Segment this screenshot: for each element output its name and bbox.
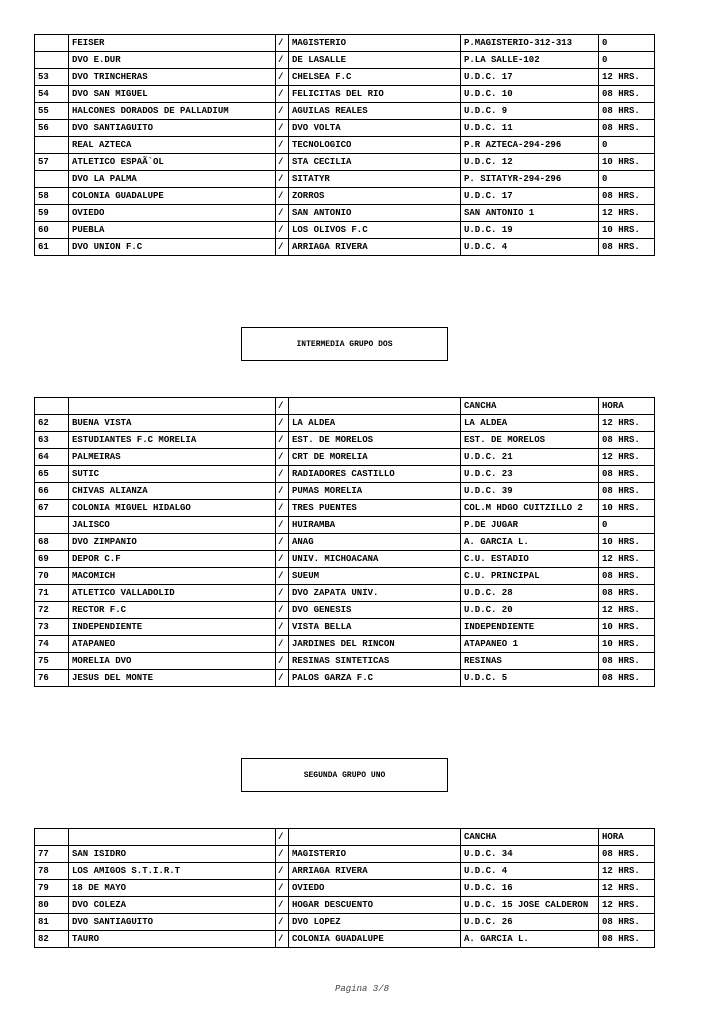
home-team-cell: MORELIA DVO xyxy=(69,653,276,670)
away-team-cell: PUMAS MORELIA xyxy=(289,483,461,500)
field-cell: U.D.C. 39 xyxy=(461,483,599,500)
home-team-cell: LOS AMIGOS S.T.I.R.T xyxy=(69,863,276,880)
match-number-cell: 71 xyxy=(35,585,69,602)
separator-cell: / xyxy=(276,35,289,52)
field-cell: INDEPENDIENTE xyxy=(461,619,599,636)
schedule-table-3 xyxy=(34,828,655,948)
table-row xyxy=(35,619,655,636)
time-cell: 12 HRS. xyxy=(599,897,655,914)
table-row xyxy=(35,636,655,653)
match-number-cell: 59 xyxy=(35,205,69,222)
field-cell: U.D.C. 15 JOSE CALDERON xyxy=(461,897,599,914)
separator-cell: / xyxy=(276,222,289,239)
match-number-cell xyxy=(35,829,69,846)
time-cell: 08 HRS. xyxy=(599,432,655,449)
time-cell: 12 HRS. xyxy=(599,880,655,897)
time-cell: 08 HRS. xyxy=(599,653,655,670)
field-cell: U.D.C. 4 xyxy=(461,239,599,256)
match-number-cell: 61 xyxy=(35,239,69,256)
away-team-cell: LA ALDEA xyxy=(289,415,461,432)
match-number-cell xyxy=(35,52,69,69)
time-cell: 10 HRS. xyxy=(599,222,655,239)
table-row xyxy=(35,466,655,483)
time-cell: 08 HRS. xyxy=(599,931,655,948)
away-team-cell: SITATYR xyxy=(289,171,461,188)
field-cell: U.D.C. 9 xyxy=(461,103,599,120)
away-team-cell: HUIRAMBA xyxy=(289,517,461,534)
table-row xyxy=(35,897,655,914)
page-footer: Pagina 3/8 xyxy=(334,984,389,994)
match-number-cell: 67 xyxy=(35,500,69,517)
match-number-cell: 73 xyxy=(35,619,69,636)
home-team-cell: JALISCO xyxy=(69,517,276,534)
home-team-cell: DVO SAN MIGUEL xyxy=(69,86,276,103)
match-number-cell: 81 xyxy=(35,914,69,931)
separator-cell: / xyxy=(276,931,289,948)
away-team-cell: CRT DE MORELIA xyxy=(289,449,461,466)
table-row xyxy=(35,69,655,86)
table-row xyxy=(35,585,655,602)
table-row xyxy=(35,568,655,585)
table-row xyxy=(35,154,655,171)
separator-cell: / xyxy=(276,103,289,120)
away-team-cell: TECNOLOGICO xyxy=(289,137,461,154)
match-number-cell: 78 xyxy=(35,863,69,880)
field-cell: RESINAS xyxy=(461,653,599,670)
time-cell: 08 HRS. xyxy=(599,846,655,863)
field-cell: U.D.C. 21 xyxy=(461,449,599,466)
away-team-cell: SUEUM xyxy=(289,568,461,585)
match-number-cell: 53 xyxy=(35,69,69,86)
time-cell: 08 HRS. xyxy=(599,466,655,483)
away-team-cell: OVIEDO xyxy=(289,880,461,897)
field-cell: U.D.C. 4 xyxy=(461,863,599,880)
home-team-cell: DEPOR C.F xyxy=(69,551,276,568)
separator-cell: / xyxy=(276,205,289,222)
field-cell: CANCHA xyxy=(461,398,599,415)
field-cell: U.D.C. 19 xyxy=(461,222,599,239)
away-team-cell: MAGISTERIO xyxy=(289,35,461,52)
field-cell: COL.M HDGO CUITZILLO 2 xyxy=(461,500,599,517)
field-cell: U.D.C. 17 xyxy=(461,69,599,86)
field-cell: C.U. ESTADIO xyxy=(461,551,599,568)
home-team-cell: COLONIA MIGUEL HIDALGO xyxy=(69,500,276,517)
away-team-cell: RADIADORES CASTILLO xyxy=(289,466,461,483)
match-number-cell: 64 xyxy=(35,449,69,466)
away-team-cell: MAGISTERIO xyxy=(289,846,461,863)
match-number-cell xyxy=(35,35,69,52)
time-cell: 0 xyxy=(599,52,655,69)
field-cell: P. SITATYR-294-296 xyxy=(461,171,599,188)
home-team-cell: DVO SANTIAGUITO xyxy=(69,120,276,137)
home-team-cell: MACOMICH xyxy=(69,568,276,585)
table-row xyxy=(35,222,655,239)
time-cell: 10 HRS. xyxy=(599,636,655,653)
field-cell: U.D.C. 23 xyxy=(461,466,599,483)
home-team-cell: ESTUDIANTES F.C MORELIA xyxy=(69,432,276,449)
home-team-cell: HALCONES DORADOS DE PALLADIUM xyxy=(69,103,276,120)
separator-cell: / xyxy=(276,69,289,86)
table-row xyxy=(35,846,655,863)
home-team-cell: CHIVAS ALIANZA xyxy=(69,483,276,500)
separator-cell: / xyxy=(276,449,289,466)
field-cell: CANCHA xyxy=(461,829,599,846)
table-body xyxy=(35,398,655,687)
away-team-cell: DE LASALLE xyxy=(289,52,461,69)
table-row xyxy=(35,432,655,449)
section-title-segunda: SEGUNDA GRUPO UNO xyxy=(241,758,448,792)
time-cell: 08 HRS. xyxy=(599,188,655,205)
time-cell: 08 HRS. xyxy=(599,914,655,931)
field-cell: A. GARCIA L. xyxy=(461,534,599,551)
away-team-cell: HOGAR DESCUENTO xyxy=(289,897,461,914)
separator-cell: / xyxy=(276,653,289,670)
field-cell: EST. DE MORELOS xyxy=(461,432,599,449)
table-row xyxy=(35,449,655,466)
match-number-cell: 66 xyxy=(35,483,69,500)
match-number-cell: 68 xyxy=(35,534,69,551)
home-team-cell: DVO E.DUR xyxy=(69,52,276,69)
separator-cell: / xyxy=(276,188,289,205)
table-row xyxy=(35,653,655,670)
match-number-cell: 55 xyxy=(35,103,69,120)
table-row xyxy=(35,483,655,500)
match-number-cell: 80 xyxy=(35,897,69,914)
home-team-cell: DVO ZIMPANIO xyxy=(69,534,276,551)
home-team-cell: ATLETICO ESPAÃ`OL xyxy=(69,154,276,171)
time-cell: 10 HRS. xyxy=(599,154,655,171)
away-team-cell: AGUILAS REALES xyxy=(289,103,461,120)
table-row xyxy=(35,103,655,120)
separator-cell: / xyxy=(276,602,289,619)
separator-cell: / xyxy=(276,517,289,534)
separator-cell: / xyxy=(276,829,289,846)
match-number-cell: 77 xyxy=(35,846,69,863)
field-cell: U.D.C. 26 xyxy=(461,914,599,931)
match-number-cell: 58 xyxy=(35,188,69,205)
separator-cell: / xyxy=(276,432,289,449)
home-team-cell xyxy=(69,398,276,415)
home-team-cell: SUTIC xyxy=(69,466,276,483)
match-number-cell xyxy=(35,398,69,415)
field-cell: U.D.C. 16 xyxy=(461,880,599,897)
field-cell: P.DE JUGAR xyxy=(461,517,599,534)
schedule-table-2 xyxy=(34,397,655,687)
table-row xyxy=(35,137,655,154)
separator-cell: / xyxy=(276,534,289,551)
time-cell: 10 HRS. xyxy=(599,534,655,551)
separator-cell: / xyxy=(276,636,289,653)
match-number-cell: 79 xyxy=(35,880,69,897)
field-cell: SAN ANTONIO 1 xyxy=(461,205,599,222)
section-title-intermedia: INTERMEDIA GRUPO DOS xyxy=(241,327,448,361)
home-team-cell: SAN ISIDRO xyxy=(69,846,276,863)
home-team-cell: DVO TRINCHERAS xyxy=(69,69,276,86)
away-team-cell: COLONIA GUADALUPE xyxy=(289,931,461,948)
field-cell: U.D.C. 34 xyxy=(461,846,599,863)
table-row xyxy=(35,551,655,568)
home-team-cell: DVO UNION F.C xyxy=(69,239,276,256)
away-team-cell: ZORROS xyxy=(289,188,461,205)
separator-cell: / xyxy=(276,86,289,103)
time-cell: 12 HRS. xyxy=(599,602,655,619)
home-team-cell: REAL AZTECA xyxy=(69,137,276,154)
home-team-cell: DVO LA PALMA xyxy=(69,171,276,188)
time-cell: 12 HRS. xyxy=(599,415,655,432)
table-row xyxy=(35,670,655,687)
match-number-cell: 65 xyxy=(35,466,69,483)
time-cell: 08 HRS. xyxy=(599,120,655,137)
separator-cell: / xyxy=(276,500,289,517)
field-cell: U.D.C. 10 xyxy=(461,86,599,103)
table-row xyxy=(35,35,655,52)
header-row xyxy=(35,398,655,415)
table-row xyxy=(35,517,655,534)
field-cell: U.D.C. 5 xyxy=(461,670,599,687)
table-row xyxy=(35,863,655,880)
match-number-cell: 76 xyxy=(35,670,69,687)
away-team-cell: ANAG xyxy=(289,534,461,551)
field-cell: P.MAGISTERIO-312-313 xyxy=(461,35,599,52)
time-cell: 0 xyxy=(599,137,655,154)
separator-cell: / xyxy=(276,585,289,602)
away-team-cell: DVO ZAPATA UNIV. xyxy=(289,585,461,602)
time-cell: 08 HRS. xyxy=(599,670,655,687)
away-team-cell: CHELSEA F.C xyxy=(289,69,461,86)
table-row xyxy=(35,86,655,103)
schedule-table-1 xyxy=(34,34,655,256)
home-team-cell: PUEBLA xyxy=(69,222,276,239)
away-team-cell: SAN ANTONIO xyxy=(289,205,461,222)
table-row xyxy=(35,914,655,931)
time-cell: HORA xyxy=(599,398,655,415)
home-team-cell: BUENA VISTA xyxy=(69,415,276,432)
time-cell: 12 HRS. xyxy=(599,551,655,568)
away-team-cell: EST. DE MORELOS xyxy=(289,432,461,449)
match-number-cell: 70 xyxy=(35,568,69,585)
away-team-cell: STA CECILIA xyxy=(289,154,461,171)
match-number-cell xyxy=(35,137,69,154)
separator-cell: / xyxy=(276,466,289,483)
away-team-cell: RESINAS SINTETICAS xyxy=(289,653,461,670)
match-number-cell xyxy=(35,517,69,534)
separator-cell: / xyxy=(276,863,289,880)
time-cell: 08 HRS. xyxy=(599,103,655,120)
time-cell: 10 HRS. xyxy=(599,619,655,636)
away-team-cell: ARRIAGA RIVERA xyxy=(289,863,461,880)
time-cell: 08 HRS. xyxy=(599,86,655,103)
away-team-cell: UNIV. MICHOACANA xyxy=(289,551,461,568)
table-row xyxy=(35,602,655,619)
away-team-cell: LOS OLIVOS F.C xyxy=(289,222,461,239)
time-cell: 08 HRS. xyxy=(599,239,655,256)
time-cell: 12 HRS. xyxy=(599,863,655,880)
away-team-cell: ARRIAGA RIVERA xyxy=(289,239,461,256)
home-team-cell: PALMEIRAS xyxy=(69,449,276,466)
home-team-cell: ATAPANEO xyxy=(69,636,276,653)
match-number-cell: 74 xyxy=(35,636,69,653)
field-cell: LA ALDEA xyxy=(461,415,599,432)
time-cell: 08 HRS. xyxy=(599,585,655,602)
field-cell: U.D.C. 28 xyxy=(461,585,599,602)
table-row xyxy=(35,188,655,205)
away-team-cell: VISTA BELLA xyxy=(289,619,461,636)
field-cell: U.D.C. 17 xyxy=(461,188,599,205)
home-team-cell: 18 DE MAYO xyxy=(69,880,276,897)
away-team-cell: TRES PUENTES xyxy=(289,500,461,517)
separator-cell: / xyxy=(276,670,289,687)
separator-cell: / xyxy=(276,619,289,636)
separator-cell: / xyxy=(276,171,289,188)
time-cell: 12 HRS. xyxy=(599,205,655,222)
time-cell: HORA xyxy=(599,829,655,846)
table-row xyxy=(35,52,655,69)
away-team-cell: PALOS GARZA F.C xyxy=(289,670,461,687)
match-number-cell: 75 xyxy=(35,653,69,670)
match-number-cell: 82 xyxy=(35,931,69,948)
time-cell: 0 xyxy=(599,35,655,52)
separator-cell: / xyxy=(276,415,289,432)
time-cell: 08 HRS. xyxy=(599,483,655,500)
separator-cell: / xyxy=(276,52,289,69)
away-team-cell: JARDINES DEL RINCON xyxy=(289,636,461,653)
home-team-cell: FEISER xyxy=(69,35,276,52)
home-team-cell: COLONIA GUADALUPE xyxy=(69,188,276,205)
separator-cell: / xyxy=(276,846,289,863)
table-body xyxy=(35,35,655,256)
separator-cell: / xyxy=(276,897,289,914)
home-team-cell: RECTOR F.C xyxy=(69,602,276,619)
match-number-cell: 54 xyxy=(35,86,69,103)
match-number-cell: 72 xyxy=(35,602,69,619)
separator-cell: / xyxy=(276,880,289,897)
home-team-cell: JESUS DEL MONTE xyxy=(69,670,276,687)
header-row xyxy=(35,829,655,846)
separator-cell: / xyxy=(276,120,289,137)
time-cell: 12 HRS. xyxy=(599,69,655,86)
field-cell: U.D.C. 11 xyxy=(461,120,599,137)
table-row xyxy=(35,239,655,256)
home-team-cell: TAURO xyxy=(69,931,276,948)
separator-cell: / xyxy=(276,483,289,500)
time-cell: 08 HRS. xyxy=(599,568,655,585)
time-cell: 0 xyxy=(599,171,655,188)
away-team-cell: DVO GENESIS xyxy=(289,602,461,619)
match-number-cell: 60 xyxy=(35,222,69,239)
home-team-cell xyxy=(69,829,276,846)
home-team-cell: DVO COLEZA xyxy=(69,897,276,914)
home-team-cell: INDEPENDIENTE xyxy=(69,619,276,636)
match-number-cell: 63 xyxy=(35,432,69,449)
table-row xyxy=(35,931,655,948)
away-team-cell: DVO VOLTA xyxy=(289,120,461,137)
home-team-cell: OVIEDO xyxy=(69,205,276,222)
time-cell: 10 HRS. xyxy=(599,500,655,517)
home-team-cell: ATLETICO VALLADOLID xyxy=(69,585,276,602)
table-row xyxy=(35,880,655,897)
away-team-cell: DVO LOPEZ xyxy=(289,914,461,931)
field-cell: P.R AZTECA-294-296 xyxy=(461,137,599,154)
match-number-cell: 62 xyxy=(35,415,69,432)
match-number-cell xyxy=(35,171,69,188)
table-row xyxy=(35,415,655,432)
match-number-cell: 56 xyxy=(35,120,69,137)
table-body xyxy=(35,829,655,948)
table-row xyxy=(35,500,655,517)
table-row xyxy=(35,205,655,222)
field-cell: P.LA SALLE-102 xyxy=(461,52,599,69)
table-row xyxy=(35,534,655,551)
match-number-cell: 69 xyxy=(35,551,69,568)
match-number-cell: 57 xyxy=(35,154,69,171)
separator-cell: / xyxy=(276,551,289,568)
field-cell: U.D.C. 20 xyxy=(461,602,599,619)
separator-cell: / xyxy=(276,137,289,154)
separator-cell: / xyxy=(276,568,289,585)
away-team-cell xyxy=(289,398,461,415)
field-cell: A. GARCIA L. xyxy=(461,931,599,948)
field-cell: C.U. PRINCIPAL xyxy=(461,568,599,585)
separator-cell: / xyxy=(276,914,289,931)
table-row xyxy=(35,171,655,188)
table-row xyxy=(35,120,655,137)
field-cell: ATAPANEO 1 xyxy=(461,636,599,653)
field-cell: U.D.C. 12 xyxy=(461,154,599,171)
separator-cell: / xyxy=(276,239,289,256)
time-cell: 0 xyxy=(599,517,655,534)
separator-cell: / xyxy=(276,398,289,415)
home-team-cell: DVO SANTIAGUITO xyxy=(69,914,276,931)
time-cell: 12 HRS. xyxy=(599,449,655,466)
away-team-cell xyxy=(289,829,461,846)
separator-cell: / xyxy=(276,154,289,171)
away-team-cell: FELICITAS DEL RIO xyxy=(289,86,461,103)
